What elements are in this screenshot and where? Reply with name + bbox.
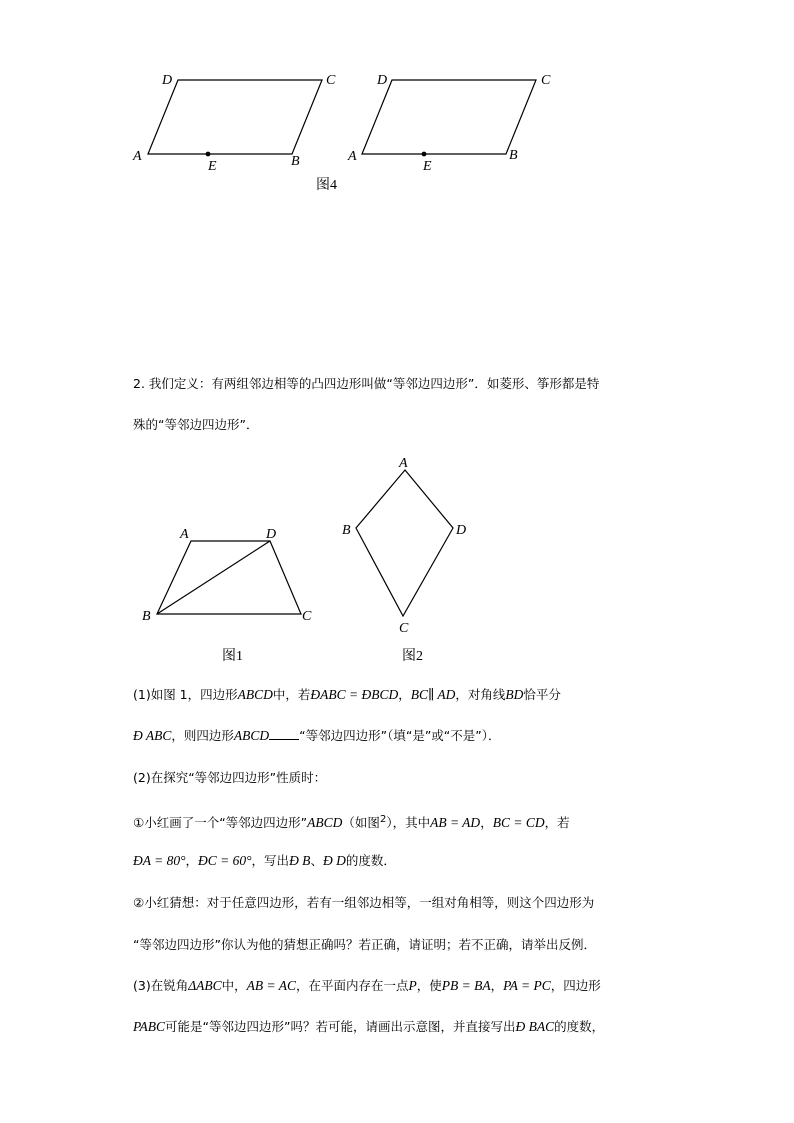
- text: “等邻边四边形”（填“是”或“不是”）．: [299, 728, 501, 743]
- math: P: [408, 978, 417, 993]
- text: ，: [185, 853, 199, 868]
- question-2-intro-line-1: 2. 我们定义：有两组邻边相等的凸四边形叫做“等邻边四边形”．如菱形、筝形都是特: [133, 376, 600, 391]
- part-2b-line-1: ②小红猜想：对于任意四边形，若有一组邻边相等，一组对角相等，则这个四边形为: [133, 895, 595, 910]
- text: ，则四边形: [171, 728, 234, 743]
- math: ABCD: [237, 687, 273, 702]
- math: PB = BA: [441, 978, 491, 993]
- math: BC = CD: [492, 815, 545, 831]
- text: ①小红画了一个“等邻边四边形”: [133, 815, 308, 831]
- label-d-left: D: [162, 73, 173, 88]
- text: ，写出: [251, 853, 290, 868]
- parallelogram-right: [347, 73, 551, 174]
- math: BC∥ AD: [410, 687, 456, 702]
- text: ，若: [544, 815, 570, 831]
- math: Ð BAC: [515, 1019, 555, 1034]
- math: ABCD: [233, 728, 270, 743]
- text: 中，: [221, 978, 247, 993]
- label-b-left: B: [291, 154, 300, 169]
- text: ，使: [416, 978, 442, 993]
- part-2b-line-2: “等邻边四边形”你认为他的猜想正确吗？若正确，请证明；若不正确，请举出反例．: [133, 937, 596, 952]
- text: （如图: [342, 815, 380, 831]
- text: 的度数．: [345, 853, 396, 868]
- figure-4-caption: 图4: [316, 178, 337, 193]
- figure-1-trapezoid: [142, 527, 312, 624]
- text: ，在平面内存在一点: [296, 978, 409, 993]
- part-1-line-1: [133, 686, 733, 704]
- math: AB = AD: [430, 815, 481, 831]
- label-c-left: C: [326, 73, 336, 88]
- fig1-label-a: A: [180, 527, 189, 542]
- text: ，: [490, 978, 504, 993]
- point-e-right: [422, 152, 427, 157]
- math: BD: [505, 687, 524, 702]
- answer-blank[interactable]: [269, 727, 299, 740]
- label-d-right: D: [377, 73, 388, 88]
- math: ABCD: [307, 815, 343, 831]
- text: ，: [398, 687, 411, 702]
- label-b-right: B: [509, 148, 518, 163]
- question-2-intro-line-2: 殊的“等邻边四边形”．: [133, 417, 259, 432]
- label-a-left: A: [133, 149, 142, 164]
- text: ），其中: [386, 815, 431, 831]
- figure-4: [0, 0, 794, 200]
- label-e-right: E: [423, 159, 432, 174]
- label-e-left: E: [208, 159, 217, 174]
- label-c-right: C: [541, 73, 551, 88]
- text: (1)如图 1，四边形: [133, 687, 238, 702]
- math: Ð B: [289, 853, 311, 868]
- math: PA = PC: [503, 978, 551, 993]
- math: AB = AC: [246, 978, 297, 993]
- figure-2-caption: 图2: [402, 649, 423, 664]
- math: ΔABC: [188, 978, 222, 993]
- text: 、: [310, 853, 323, 868]
- math: ÐC = 60°: [198, 853, 252, 868]
- figures-1-2: [0, 440, 794, 680]
- parallelogram-left: [132, 73, 336, 174]
- text: 恰平分: [523, 687, 561, 702]
- text: ，: [480, 815, 493, 831]
- text: (3)在锐角: [133, 978, 189, 993]
- part-3-line-2: [133, 1018, 733, 1036]
- math: ÐABC = ÐBCD: [310, 687, 399, 702]
- text: 可能是“等邻边四边形”吗？若可能，请画出示意图，并直接写出: [165, 1019, 516, 1034]
- fig2-label-d: D: [456, 523, 467, 538]
- figure-2-kite: [342, 456, 466, 636]
- text: ，四边形: [550, 978, 601, 993]
- text: 中，若: [272, 687, 311, 702]
- text: 2: [379, 814, 387, 825]
- fig2-label-c: C: [399, 621, 409, 636]
- figure-1-caption: 图1: [222, 649, 243, 664]
- part-1-line-2: [133, 727, 733, 745]
- part-2a-line-1: [133, 811, 733, 832]
- point-e-left: [206, 152, 211, 157]
- part-3-line-1: [133, 977, 733, 995]
- fig1-label-b: B: [142, 609, 151, 624]
- part-2-title: (2)在探究“等邻边四边形”性质时：: [133, 770, 327, 785]
- math: PABC: [133, 1019, 166, 1034]
- math: Ð ABC: [133, 728, 172, 743]
- fig2-label-a: A: [399, 456, 408, 471]
- text: 的度数，: [554, 1019, 605, 1034]
- fig2-label-b: B: [342, 523, 351, 538]
- label-a-right: A: [348, 149, 357, 164]
- math: ÐA = 80°: [133, 853, 186, 868]
- fig1-label-d: D: [266, 527, 277, 542]
- part-2a-line-2: [133, 852, 733, 870]
- math: Ð D: [322, 853, 346, 868]
- fig1-label-c: C: [302, 609, 312, 624]
- text: ，对角线: [455, 687, 506, 702]
